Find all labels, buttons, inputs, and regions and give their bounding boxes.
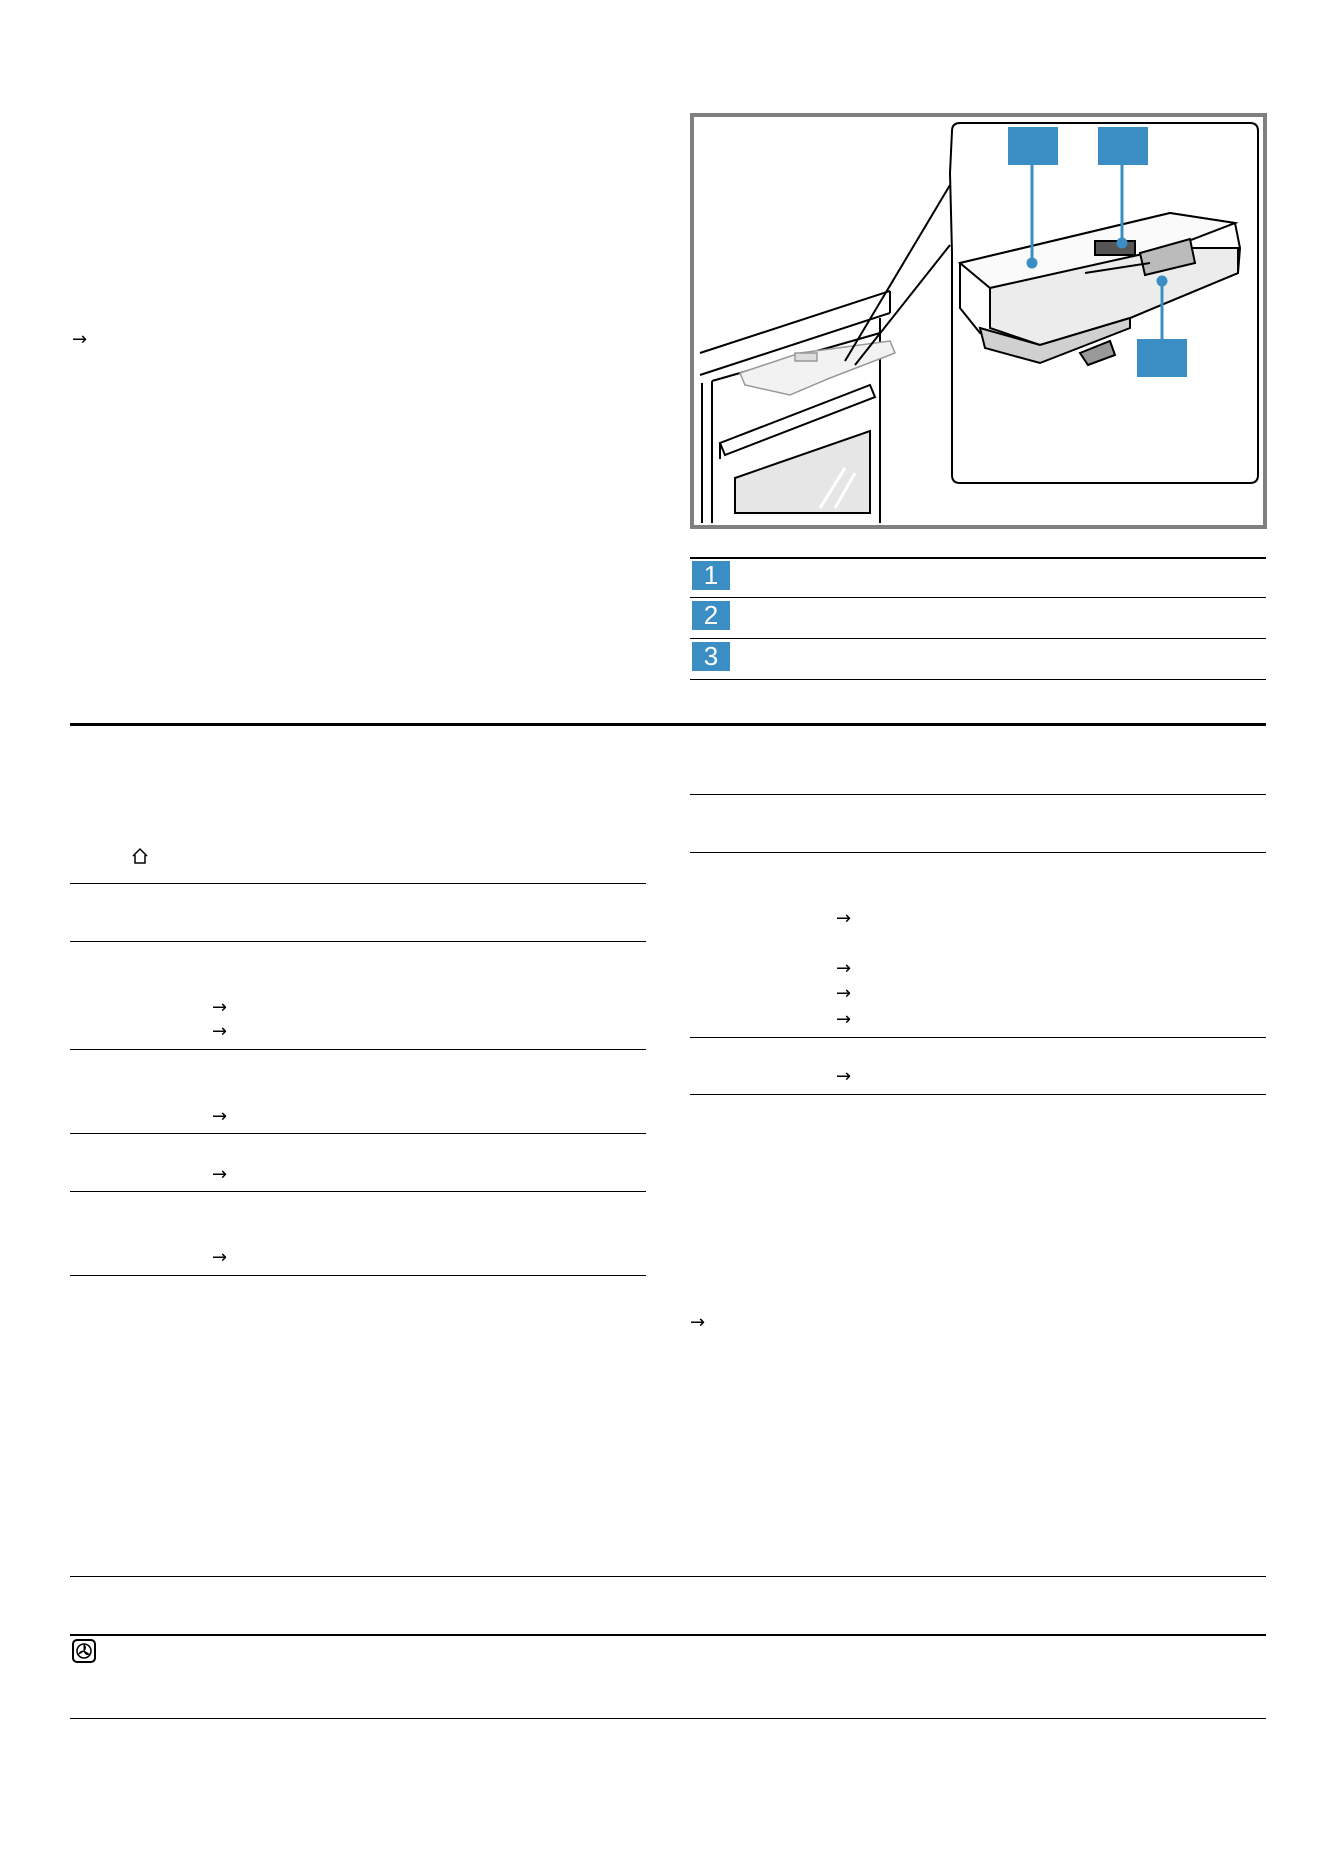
table-rule <box>70 1191 646 1192</box>
step-arrow: → <box>690 1312 706 1333</box>
step-arrow: → <box>836 908 852 929</box>
table-rule <box>70 1718 1266 1719</box>
step-arrow: → <box>72 329 88 350</box>
step-arrow: → <box>212 1021 228 1042</box>
table-rule <box>70 883 646 884</box>
legend-badge-3: 3 <box>692 642 730 671</box>
step-arrow: → <box>212 1164 228 1185</box>
step-arrow: → <box>836 958 852 979</box>
table-rule <box>70 1049 646 1050</box>
oven-illustration <box>690 113 1267 534</box>
home-icon <box>131 847 149 865</box>
fan-icon <box>72 1639 96 1663</box>
legend-badge-1: 1 <box>692 561 730 590</box>
step-arrow: → <box>836 1009 852 1030</box>
section-divider <box>70 723 1266 726</box>
step-arrow: → <box>212 1247 228 1268</box>
legend-bottom-rule <box>690 679 1266 680</box>
step-arrow: → <box>836 983 852 1004</box>
callout-box-1 <box>1008 127 1058 165</box>
table-rule <box>690 794 1266 795</box>
table-rule <box>690 1094 1266 1095</box>
legend-rule <box>690 597 1266 598</box>
table-rule <box>690 852 1266 853</box>
legend-top-rule <box>690 557 1266 559</box>
table-rule <box>690 1037 1266 1038</box>
table-rule <box>70 1634 1266 1636</box>
step-arrow: → <box>836 1066 852 1087</box>
step-arrow: → <box>212 1106 228 1127</box>
oven-illustration-svg <box>690 113 1267 529</box>
table-rule <box>70 1275 646 1276</box>
legend-badge-2: 2 <box>692 601 730 630</box>
callout-box-2 <box>1098 127 1148 165</box>
table-rule <box>70 1576 1266 1577</box>
table-rule <box>70 1133 646 1134</box>
callout-box-3 <box>1137 339 1187 377</box>
legend-rule <box>690 638 1266 639</box>
table-rule <box>70 941 646 942</box>
step-arrow: → <box>212 997 228 1018</box>
